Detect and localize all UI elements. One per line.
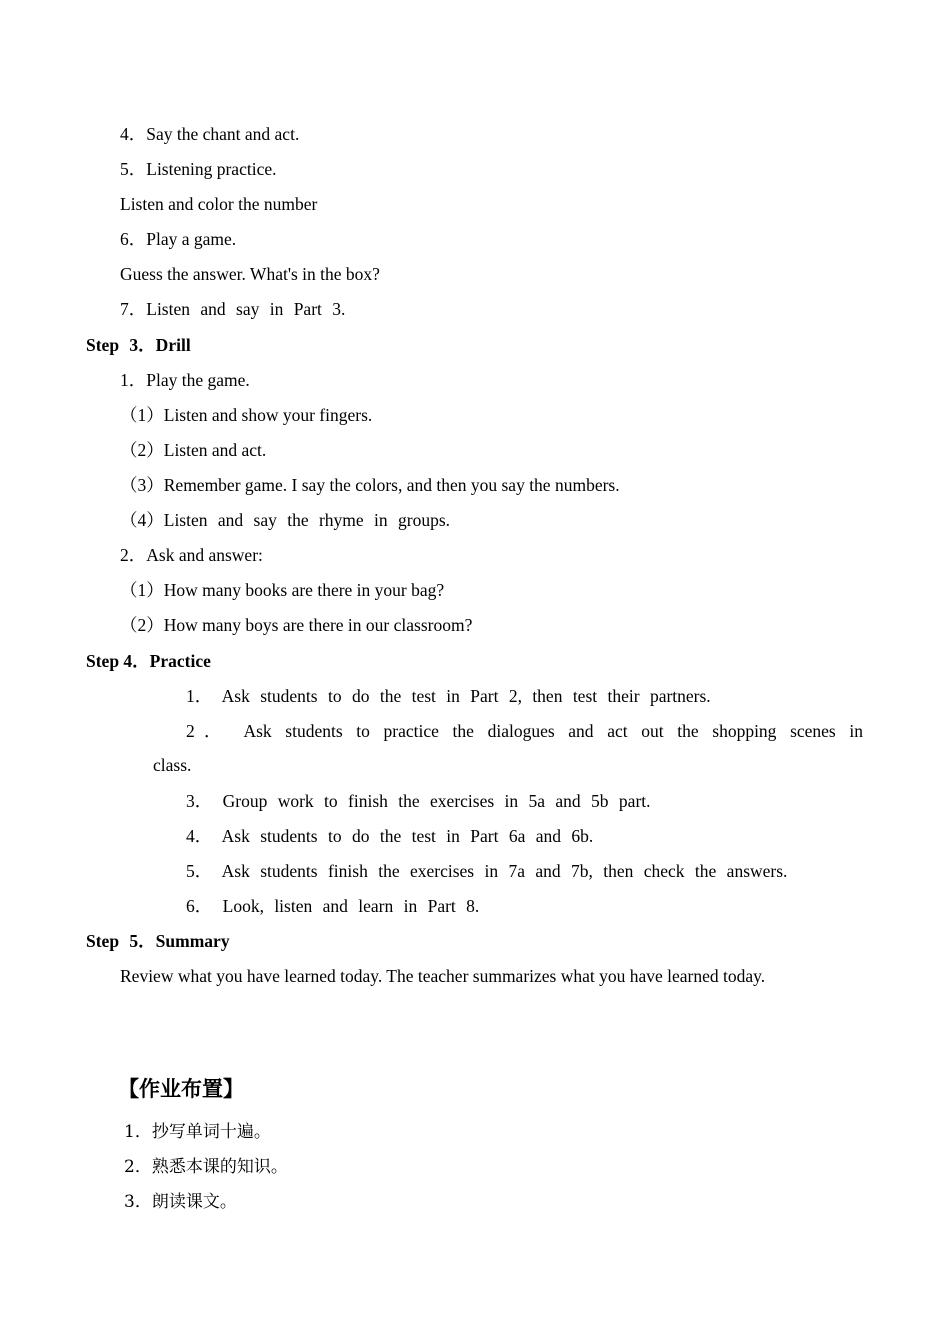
step3-item: （1）Listen and show your fingers. <box>120 405 373 425</box>
step4-item-continuation: class. <box>153 755 192 775</box>
step4-item: 2． Ask students to practice the dialogues and act out the shopping scenes in <box>186 721 863 741</box>
step3-item: 2．Ask and answer: <box>120 545 263 565</box>
step4-item: 3． Group work to finish the exercises in 5a and 5b part. <box>186 791 651 811</box>
step3-item: （2）Listen and act. <box>120 440 267 460</box>
homework-item: 1．抄写单词十遍。 <box>124 1122 271 1142</box>
step2-item-6: 6．Play a game. <box>120 229 237 249</box>
step4-heading: Step 4．Practice <box>86 651 211 671</box>
step2-item-6-detail: Guess the answer. What's in the box? <box>120 264 380 284</box>
step2-item-4: 4．Say the chant and act. <box>120 124 300 144</box>
step2-item-7: 7．Listen and say in Part 3. <box>120 299 346 319</box>
step3-item: （4）Listen and say the rhyme in groups. <box>120 510 451 530</box>
step3-heading: Step 3．Drill <box>86 335 191 355</box>
step2-item-5-detail: Listen and color the number <box>120 194 318 214</box>
step4-item: 1． Ask students to do the test in Part 2, then test their partners. <box>186 686 711 706</box>
step3-item: （1）How many books are there in your bag? <box>120 580 445 600</box>
step4-item: 6． Look, listen and learn in Part 8. <box>186 896 480 916</box>
step2-item-5: 5．Listening practice. <box>120 159 277 179</box>
step3-item: 1．Play the game. <box>120 370 250 390</box>
step3-item: （2）How many boys are there in our classroom? <box>120 615 473 635</box>
homework-title: 【作业布置】 <box>118 1077 244 1101</box>
step5-heading: Step 5．Summary <box>86 931 230 951</box>
step5-text: Review what you have learned today. The teacher summarizes what you have learned today. <box>120 966 766 986</box>
step4-item: 4． Ask students to do the test in Part 6a and 6b. <box>186 826 594 846</box>
step4-item: 5． Ask students finish the exercises in 7a and 7b, then check the answers. <box>186 861 788 881</box>
homework-item: 3．朗读课文。 <box>124 1192 237 1212</box>
homework-item: 2．熟悉本课的知识。 <box>124 1157 288 1177</box>
step3-item: （3）Remember game. I say the colors, and then you say the numbers. <box>120 475 620 495</box>
